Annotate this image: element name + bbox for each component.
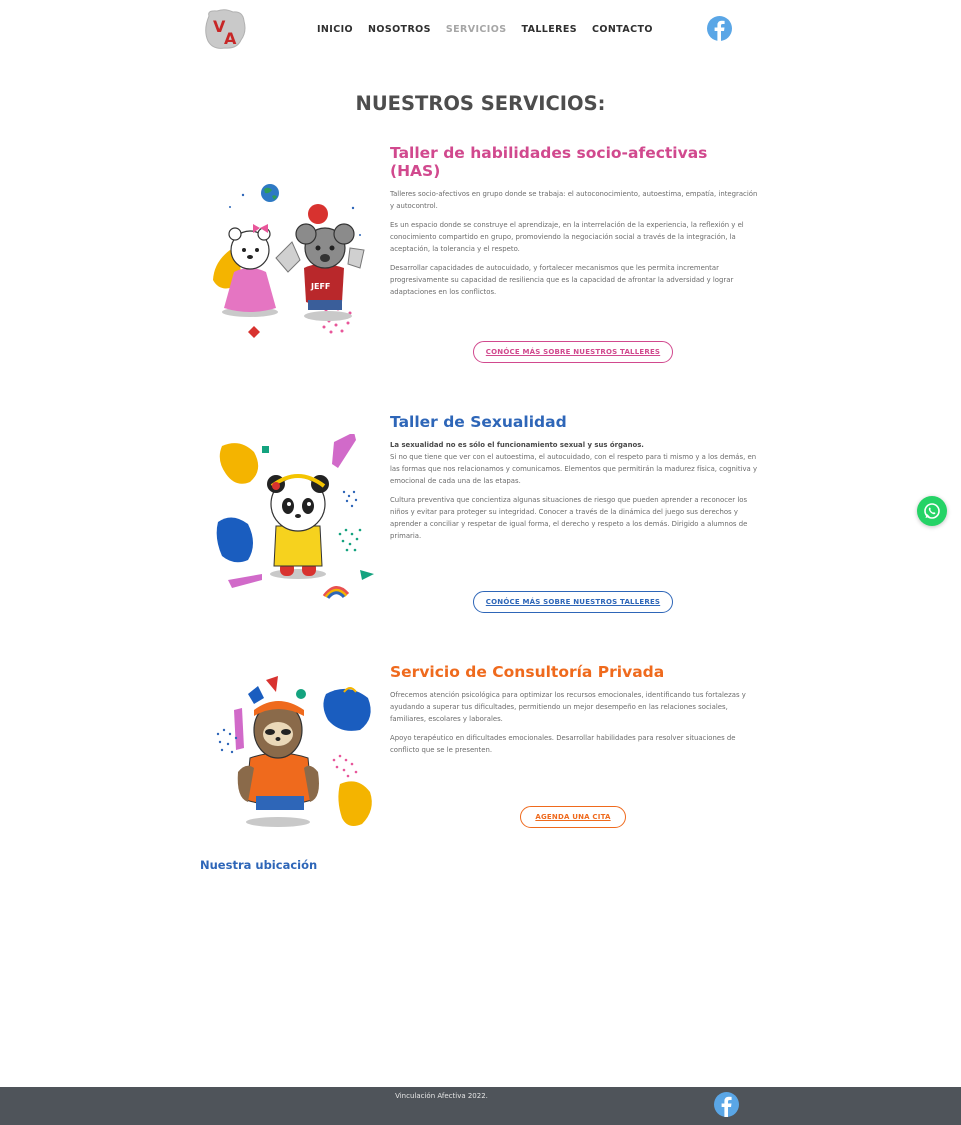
nav-inicio[interactable]: INICIO <box>317 24 354 35</box>
has-content <box>390 144 758 305</box>
logo-text-v: V <box>213 17 226 36</box>
book-appointment-button[interactable]: AGENDA UNA CITA <box>520 806 626 828</box>
sexualidad-paragraph <box>390 439 758 487</box>
facebook-icon[interactable] <box>707 16 732 41</box>
consultoria-content <box>390 663 758 763</box>
sexualidad-lead: La sexualidad no es sólo el funcionamiento sexual y sus órganos. <box>390 441 644 449</box>
footer-copyright: Vinculación Afectiva 2022. <box>395 1092 488 1100</box>
service-title-sexualidad: Taller de Sexualidad <box>390 413 567 431</box>
service-title-consultoria: Servicio de Consultoría Privada <box>390 663 665 681</box>
service-title-has: Taller de habilidades socio-afectivas (HAS) <box>390 144 708 180</box>
sexualidad-illustration <box>208 434 380 604</box>
sexualidad-content <box>390 413 758 549</box>
whatsapp-button[interactable] <box>917 496 947 526</box>
logo-text-a: A <box>224 29 237 48</box>
nav-talleres[interactable]: TALLERES <box>521 24 577 35</box>
sexualidad-more-button[interactable]: CONÓCE MÁS SOBRE NUESTROS TALLERES <box>473 591 673 613</box>
has-paragraph: Talleres socio-afectivos en grupo donde se trabaja: el autoconocimiento, autoestima, empatía, integración y autocontrol. <box>390 190 758 210</box>
consultoria-paragraph: Ofrecemos atención psicológica para optimizar los recursos emocionales, identificando tus fortalezas y ayudando a superar tus dificultades, permitiendo un mejor desempeño en las relaciones sociales, familiares, escolares y laborales. <box>390 691 746 723</box>
nav-servicios[interactable]: SERVICIOS <box>445 24 507 35</box>
site-footer <box>0 1087 961 1125</box>
has-paragraph: Desarrollar capacidades de autocuidado, y fortalecer mecanismos que les permita incrementar progresivamente su capacidad de resiliencia que es la capacidad de afrontar la adversidad y lograr adaptaciones en los conflictos. <box>390 264 734 296</box>
sexualidad-paragraph: Cultura preventiva que concientiza algunas situaciones de riesgo que pueden aprender a reconocer los niños y evitar para proteger su integridad. Conocer a través de la dinámica del juego sus derechos y aprender a conciliar y respetar de igual forma, el derecho y respeto a los demás. Dirigido a alumnos de primaria. <box>390 496 748 540</box>
facebook-icon[interactable] <box>714 1092 739 1117</box>
main-nav <box>317 24 653 35</box>
logo[interactable] <box>203 8 247 50</box>
nav-nosotros[interactable]: NOSOTROS <box>368 24 431 35</box>
location-title: Nuestra ubicación <box>200 858 318 872</box>
whatsapp-icon <box>923 502 941 520</box>
consultoria-paragraph: Apoyo terapéutico en dificultades emocionales. Desarrollar habilidades para resolver situaciones de conflicto que se le presenten. <box>390 734 736 754</box>
has-illustration <box>208 180 380 345</box>
consultoria-illustration <box>208 672 380 842</box>
nav-contacto[interactable]: CONTACTO <box>591 24 653 35</box>
site-header <box>0 0 961 62</box>
has-paragraph: Es un espacio donde se construye el aprendizaje, en la interrelación de la experiencia, la reflexión y el conocimiento compartido en grupo, promoviendo la negociación social a través de la integración, la aceptación, la tolerancia y el respeto. <box>390 221 744 253</box>
sexualidad-paragraph-text: Si no que tiene que ver con el autoestima, el autocuidado, con el respeto para ti mismo y a los demás, en las formas que nos relacionamos y comunicamos. Elementos que permitirán la madurez física, cognitiva y emocional de cada una de las etapas. <box>390 453 758 485</box>
page-title: NUESTROS SERVICIOS: <box>355 92 606 115</box>
has-more-button[interactable]: CONÓCE MÁS SOBRE NUESTROS TALLERES <box>473 341 673 363</box>
has-illustration-label: JEFF <box>311 282 331 291</box>
